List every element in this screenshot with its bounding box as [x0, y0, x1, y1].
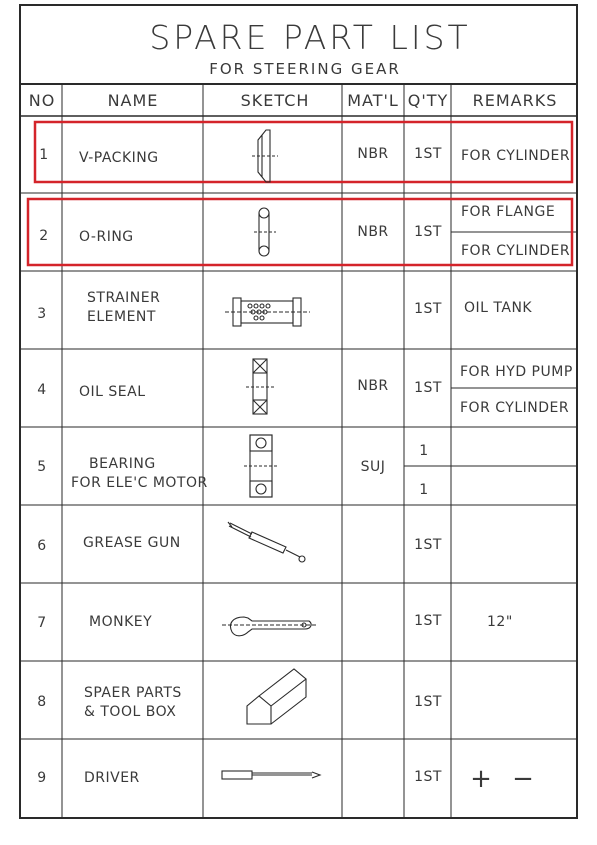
row-3-remark: OIL TANK: [464, 300, 533, 316]
row-3-name-line-2: ELEMENT: [87, 309, 156, 325]
row-1-name: V-PACKING: [79, 150, 159, 166]
strainer-element-sketch: [225, 298, 310, 326]
row-4-remark-1: FOR HYD PUMP: [460, 364, 573, 380]
row-6-no: 6: [37, 538, 47, 554]
row-3-name-line-1: STRAINER: [87, 290, 161, 306]
header-name: NAME: [107, 91, 159, 110]
row-8-name-line-2: & TOOL BOX: [84, 704, 177, 720]
row-4-name: OIL SEAL: [79, 384, 146, 400]
row-8-qty: 1ST: [414, 694, 442, 710]
header-material: MAT'L: [347, 91, 399, 110]
row-7-qty: 1ST: [414, 613, 442, 629]
row-8-no: 8: [37, 694, 47, 710]
row-5-qty-1: 1: [419, 443, 429, 459]
header-remarks: REMARKS: [472, 91, 558, 110]
row-7-no: 7: [37, 615, 47, 631]
bearing-sketch: [244, 435, 278, 497]
row-5-name-line-1: BEARING: [89, 456, 156, 472]
row-1-no: 1: [39, 147, 49, 163]
page-title: SPARE PART LIST: [149, 18, 471, 57]
row-8-name-line-1: SPAER PARTS: [84, 685, 182, 701]
o-ring-sketch: [254, 208, 276, 256]
row-2-qty: 1ST: [414, 224, 442, 240]
tool-box-sketch: [247, 669, 306, 724]
header-sketch: SKETCH: [240, 91, 310, 110]
header-no: NO: [28, 91, 56, 110]
row-3-no: 3: [37, 306, 47, 322]
row-4-no: 4: [37, 382, 47, 398]
row-9-qty: 1ST: [414, 769, 442, 785]
monkey-wrench-sketch: [222, 617, 318, 636]
row-7-name: MONKEY: [89, 614, 153, 630]
v-packing-sketch: [252, 130, 278, 182]
grease-gun-sketch: [228, 522, 305, 562]
row-4-remark-2: FOR CYLINDER: [460, 400, 570, 416]
row-1-qty: 1ST: [414, 146, 442, 162]
row-2-material: NBR: [357, 224, 389, 240]
row-9-remark: + −: [470, 764, 540, 794]
row-5-name-line-2: FOR ELE'C MOTOR: [71, 475, 208, 491]
row-4-qty: 1ST: [414, 380, 442, 396]
row-7-remark: 12": [487, 614, 513, 630]
page-subtitle: FOR STEERING GEAR: [209, 60, 401, 78]
row-6-name: GREASE GUN: [83, 535, 181, 551]
row-5-no: 5: [37, 459, 47, 475]
row-2-no: 2: [39, 228, 49, 244]
header-qty: Q'TY: [407, 91, 449, 110]
row-2-remark-2: FOR CYLINDER: [461, 243, 571, 259]
row-6-qty: 1ST: [414, 537, 442, 553]
row-9-no: 9: [37, 770, 47, 786]
row-4-material: NBR: [357, 378, 389, 394]
row-9-name: DRIVER: [84, 770, 140, 786]
screwdriver-sketch: [222, 771, 320, 779]
row-3-qty: 1ST: [414, 301, 442, 317]
oil-seal-sketch: [246, 359, 274, 414]
row-2-remark-1: FOR FLANGE: [461, 204, 556, 220]
row-1-remark: FOR CYLINDER: [461, 148, 571, 164]
row-5-qty-2: 1: [419, 482, 429, 498]
row-1-material: NBR: [357, 146, 389, 162]
row-5-material: SUJ: [360, 459, 386, 475]
row-2-name: O-RING: [79, 229, 134, 245]
